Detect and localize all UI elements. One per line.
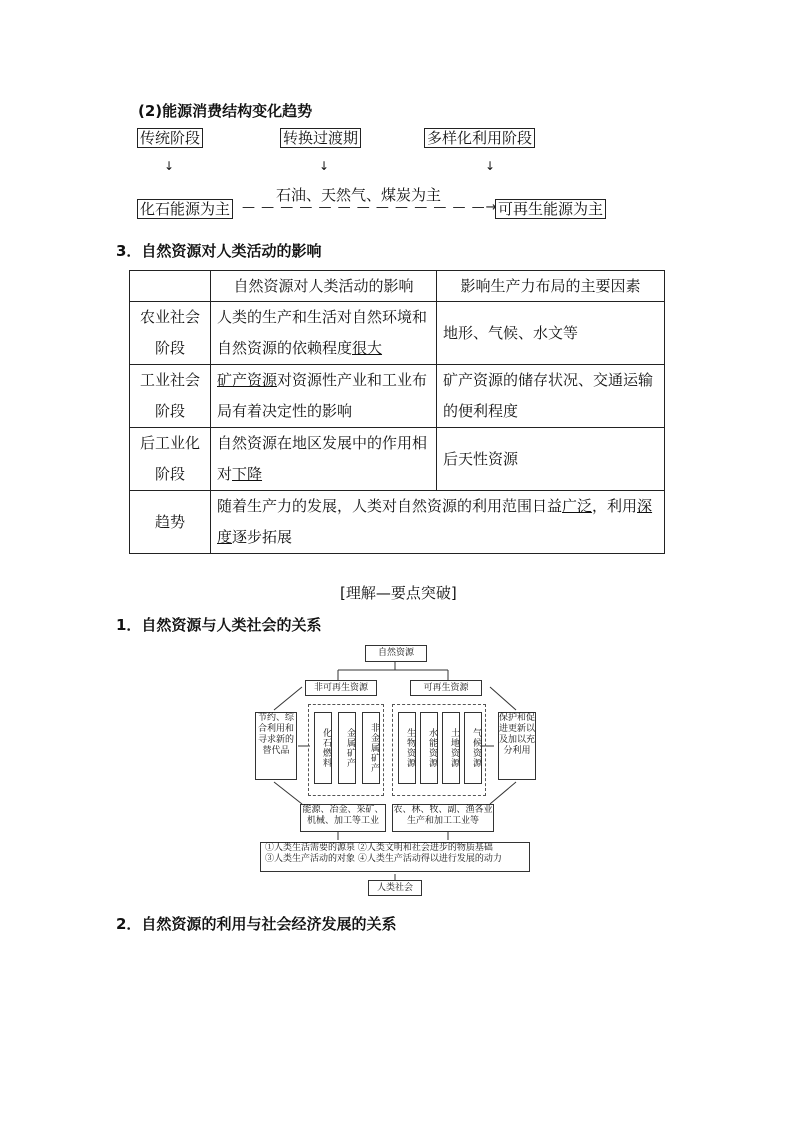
arrow-down-icon: ↓ — [485, 159, 496, 173]
factor-cell: 后天性资源 — [437, 428, 665, 491]
transition-label: 石油、天然气、煤炭为主 — [276, 186, 442, 204]
roles-line-2: ③人类生产活动的对象 ④人类生产活动得以进行发展的动力 — [265, 854, 502, 864]
arrow-down-icon: ↓ — [319, 159, 330, 173]
natural-resources-box: 自然资源 — [365, 645, 427, 662]
roles-line-1: ①人类生活需要的源泉 ②人类文明和社会进步的物质基础 — [265, 843, 493, 853]
impact-cell — [211, 302, 437, 365]
stage-diversified: 多样化利用阶段 — [424, 128, 535, 148]
point1-title: 1．自然资源与人类社会的关系 — [116, 616, 322, 634]
stage-cell: 工业社会阶段 — [130, 365, 211, 428]
conserve-note-box: 节约、综合利用和寻求新的替代品 — [255, 712, 297, 780]
trend-text: ，利用 — [592, 497, 638, 515]
dashed-arrow-icon: — — — — — — — — — — — — —→ — [242, 200, 498, 215]
roles-box — [260, 842, 530, 872]
bio-resource-box: 生物资源 — [398, 712, 416, 784]
arrow-down-icon: ↓ — [164, 159, 175, 173]
impact-table — [129, 270, 665, 554]
fossil-fuel-box: 化石燃料 — [314, 712, 332, 784]
understand-heading: [理解—要点突破] — [340, 584, 457, 602]
table-row — [130, 302, 665, 365]
nonrenewable-box: 非可再生资源 — [305, 680, 377, 696]
impact-cell — [211, 428, 437, 491]
factor-cell: 矿产资源的储存状况、交通运输的便利程度 — [437, 365, 665, 428]
section3-title: 3．自然资源对人类活动的影响 — [116, 242, 322, 260]
impact-text: 对资源性产业和工业布局有着决定性的影响 — [217, 371, 428, 420]
trend-key-term: 深度 — [217, 497, 653, 546]
table-header-corner — [130, 271, 211, 302]
fossil-energy-main: 化石能源为主 — [137, 199, 233, 219]
industry-left-box: 能源、冶金、采矿、机械、加工等工业 — [300, 804, 386, 832]
renewable-energy-main: 可再生能源为主 — [495, 199, 606, 219]
table-header-row — [130, 271, 665, 302]
human-society-box: 人类社会 — [368, 880, 422, 896]
impact-cell — [211, 365, 437, 428]
trend-cell — [211, 491, 665, 554]
stage-cell: 后工业化阶段 — [130, 428, 211, 491]
nonmetal-ore-box: 非金属矿产 — [362, 712, 380, 784]
trend-key-term: 广泛 — [562, 497, 593, 515]
trend-label: 趋势 — [130, 491, 211, 554]
stage-traditional: 传统阶段 — [137, 128, 203, 148]
factor-cell: 地形、气候、水文等 — [437, 302, 665, 365]
table-row — [130, 365, 665, 428]
table-row — [130, 428, 665, 491]
stage-transition: 转换过渡期 — [280, 128, 361, 148]
impact-text: 人类的生产和生活对自然环境和自然资源的依赖程度 — [217, 308, 428, 357]
stage-cell: 农业社会阶段 — [130, 302, 211, 365]
table-header-factors: 影响生产力布局的主要因素 — [437, 271, 665, 302]
impact-key-term: 矿产资源 — [217, 371, 278, 389]
section2-title: (2)能源消费结构变化趋势 — [138, 102, 313, 120]
impact-text: 自然资源在地区发展中的作用相对 — [217, 434, 428, 483]
impact-key-term: 很大 — [352, 339, 383, 357]
table-row-trend — [130, 491, 665, 554]
metal-ore-box: 金属矿产 — [338, 712, 356, 784]
point2-title: 2．自然资源的利用与社会经济发展的关系 — [116, 915, 397, 933]
trend-text: 随着生产力的发展，人类对自然资源的利用范围日益 — [217, 497, 563, 515]
industry-right-box: 农、林、牧、副、渔各业生产和加工工业等 — [392, 804, 494, 832]
hydro-resource-box: 水能资源 — [420, 712, 438, 784]
resource-society-diagram — [250, 640, 540, 902]
climate-resource-box: 气候资源 — [464, 712, 482, 784]
renewable-box: 可再生资源 — [410, 680, 482, 696]
land-resource-box: 土地资源 — [442, 712, 460, 784]
impact-key-term: 下降 — [232, 465, 263, 483]
trend-text: 逐步拓展 — [232, 528, 293, 546]
protect-note-box: 保护和促进更新以及加以充分利用 — [498, 712, 536, 780]
table-header-impact: 自然资源对人类活动的影响 — [211, 271, 437, 302]
